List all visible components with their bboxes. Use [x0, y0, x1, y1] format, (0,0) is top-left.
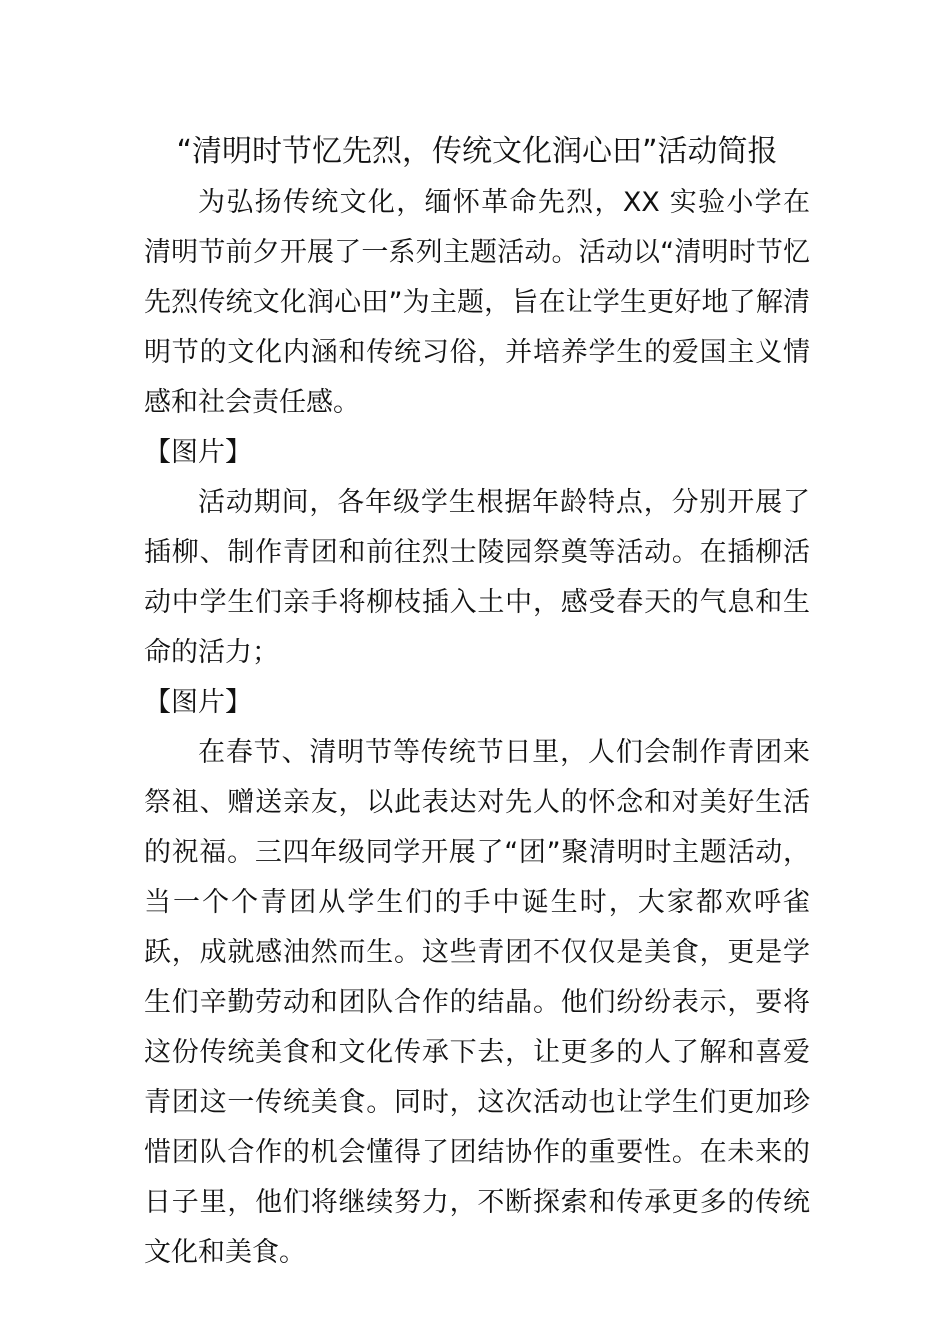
document-title: “清明时节忆先烈，传统文化润心田”活动简报 [176, 134, 778, 169]
image-placeholder: 【图片】 [144, 687, 252, 718]
document-body [144, 126, 810, 1278]
paragraph-intro: 为弘扬传统文化，缅怀革命先烈，XX 实验小学在清明节前夕开展了一系列主题活动。活动以“清明时节忆先烈传统文化润心田”为主题，旨在让学生更好地了解清明节的文化内涵和传统习俗，并培养学生的爱国主义情感和社会责任感。 [144, 187, 810, 418]
paragraph-qingtuan: 在春节、清明节等传统节日里，人们会制作青团来祭祖、赠送亲友，以此表达对先人的怀念和对美好生活的祝福。三四年级同学开展了“团”聚清明时主题活动，当一个个青团从学生们的手中诞生时，大家都欢呼雀跃，成就感油然而生。这些青团不仅仅是美食，更是学生们辛勤劳动和团队合作的结晶。他们纷纷表示，要将这份传统美食和文化传承下去，让更多的人了解和喜爱青团这一传统美食。同时，这次活动也让学生们更加珍惜团队合作的机会懂得了团结协作的重要性。在未来的日子里，他们将继续努力，不断探索和传承更多的传统文化和美食。 [144, 737, 810, 1268]
image-placeholder: 【图片】 [144, 437, 252, 468]
paragraph-activities: 活动期间，各年级学生根据年龄特点，分别开展了插柳、制作青团和前往烈士陵园祭奠等活动。在插柳活动中学生们亲手将柳枝插入土中，感受春天的气息和生命的活力； [144, 487, 810, 668]
